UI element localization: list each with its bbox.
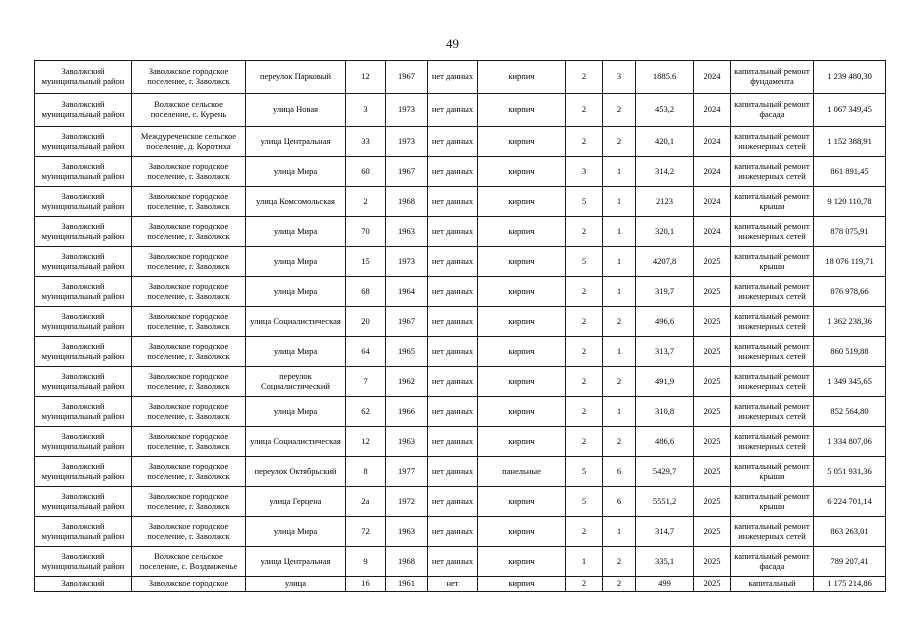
table-cell: 1 xyxy=(603,277,636,307)
table-cell: панельные xyxy=(478,457,566,487)
table-cell: кирпич xyxy=(478,247,566,277)
table-cell: 2 xyxy=(566,427,603,457)
table-cell: 319,7 xyxy=(636,277,694,307)
table-row xyxy=(35,337,886,367)
table-cell: 2024 xyxy=(694,94,731,127)
table-cell: 2025 xyxy=(694,367,731,397)
table-cell: 1963 xyxy=(386,517,428,547)
table-cell: улица Новая xyxy=(246,94,346,127)
table-cell: 1 xyxy=(603,397,636,427)
table-cell: 3 xyxy=(566,157,603,187)
table-cell: улица Мира xyxy=(246,337,346,367)
table-cell: 2а xyxy=(346,487,386,517)
table-cell: 486,6 xyxy=(636,427,694,457)
table-cell: 878 075,91 xyxy=(814,217,886,247)
table-cell: 2025 xyxy=(694,547,731,577)
table-cell: капитальный ремонт инженерных сетей xyxy=(731,337,814,367)
table-cell: 2024 xyxy=(694,187,731,217)
table-cell: капитальный ремонт инженерных сетей xyxy=(731,517,814,547)
table-cell: 16 xyxy=(346,577,386,592)
table-cell: Заволжское городское поселение, г. Заволжск xyxy=(132,61,246,94)
table-cell: капитальный ремонт инженерных сетей xyxy=(731,367,814,397)
table-cell: 70 xyxy=(346,217,386,247)
table-row xyxy=(35,61,886,94)
table-cell: 1 334 807,06 xyxy=(814,427,886,457)
table-cell: кирпич xyxy=(478,427,566,457)
table-cell: улица Мира xyxy=(246,517,346,547)
table-cell: 60 xyxy=(346,157,386,187)
table-cell: Заволжское городское поселение, г. Заволжск xyxy=(132,517,246,547)
table-cell: 1961 xyxy=(386,577,428,592)
table-cell: улица Мира xyxy=(246,397,346,427)
table-cell: 20 xyxy=(346,307,386,337)
table-row xyxy=(35,397,886,427)
table-cell: 12 xyxy=(346,427,386,457)
table-cell: 863 263,01 xyxy=(814,517,886,547)
table-cell: 9 xyxy=(346,547,386,577)
table-cell: 1885.6 xyxy=(636,61,694,94)
table-cell: капитальный ремонт крыши xyxy=(731,247,814,277)
table-cell: Заволжский муниципальный район xyxy=(35,127,132,157)
table-cell: 2024 xyxy=(694,61,731,94)
table-cell: 6 224 701,14 xyxy=(814,487,886,517)
table-cell: 1968 xyxy=(386,547,428,577)
table-cell: нет данных xyxy=(428,217,478,247)
table-cell: Заволжский муниципальный район xyxy=(35,157,132,187)
table-cell: 2025 xyxy=(694,307,731,337)
table-cell: улица xyxy=(246,577,346,592)
table-cell: 64 xyxy=(346,337,386,367)
table-cell: 1 349 345,65 xyxy=(814,367,886,397)
table-cell: 5429,7 xyxy=(636,457,694,487)
table-cell: Заволжское городское поселение, г. Заволжск xyxy=(132,367,246,397)
table-cell: 1963 xyxy=(386,427,428,457)
table-row xyxy=(35,367,886,397)
table-cell: 2 xyxy=(603,94,636,127)
table-cell: капитальный xyxy=(731,577,814,592)
table-cell: переулок Октябрьский xyxy=(246,457,346,487)
table-cell: 2024 xyxy=(694,217,731,247)
table-cell: 2 xyxy=(566,61,603,94)
table-cell: Заволжское городское поселение, г. Заволжск xyxy=(132,307,246,337)
table-cell: 1973 xyxy=(386,94,428,127)
table-row xyxy=(35,577,886,592)
table-cell: 18 076 119,71 xyxy=(814,247,886,277)
table-cell: 335,1 xyxy=(636,547,694,577)
table-cell: 2 xyxy=(603,367,636,397)
table-cell: нет данных xyxy=(428,487,478,517)
table-cell: 2 xyxy=(566,367,603,397)
table-cell: улица Социалистическая xyxy=(246,307,346,337)
table-cell: кирпич xyxy=(478,307,566,337)
table-cell: 861 891,45 xyxy=(814,157,886,187)
table-cell: 2025 xyxy=(694,517,731,547)
table-cell: кирпич xyxy=(478,61,566,94)
table-cell: Заволжский муниципальный район xyxy=(35,337,132,367)
table-cell: 1962 xyxy=(386,367,428,397)
table-cell: улица Комсомольская xyxy=(246,187,346,217)
table-cell: кирпич xyxy=(478,517,566,547)
table-cell: Волжское сельское поселение, с. Воздвиженье xyxy=(132,547,246,577)
table-cell: нет данных xyxy=(428,127,478,157)
table-cell: Заволжский муниципальный район xyxy=(35,217,132,247)
table-cell: 62 xyxy=(346,397,386,427)
table-cell: 313,7 xyxy=(636,337,694,367)
table-cell: 310,8 xyxy=(636,397,694,427)
table-cell: 1 362 238,36 xyxy=(814,307,886,337)
table-cell: 2 xyxy=(566,517,603,547)
table-cell: капитальный ремонт инженерных сетей xyxy=(731,157,814,187)
table-row xyxy=(35,427,886,457)
table-cell: Заволжский муниципальный район xyxy=(35,277,132,307)
table-row xyxy=(35,217,886,247)
table-cell: кирпич xyxy=(478,157,566,187)
table-cell: 8 xyxy=(346,457,386,487)
table-cell: капитальный ремонт фундамента xyxy=(731,61,814,94)
table-cell: кирпич xyxy=(478,187,566,217)
table-cell: 1 xyxy=(603,247,636,277)
table-row xyxy=(35,247,886,277)
table-cell: 5551,2 xyxy=(636,487,694,517)
table-cell: 2025 xyxy=(694,277,731,307)
table-cell: 7 xyxy=(346,367,386,397)
table-cell: Заволжский муниципальный район xyxy=(35,247,132,277)
table-row xyxy=(35,187,886,217)
table-cell: 5 xyxy=(566,457,603,487)
table-cell: капитальный ремонт инженерных сетей xyxy=(731,307,814,337)
table-cell: Заволжский муниципальный район xyxy=(35,94,132,127)
table-cell: 2 xyxy=(566,127,603,157)
table-cell: 33 xyxy=(346,127,386,157)
table-cell: 2 xyxy=(346,187,386,217)
table-cell: Заволжский муниципальный район xyxy=(35,367,132,397)
table-cell: Заволжское городское поселение, г. Заволжск xyxy=(132,487,246,517)
table-cell: Заволжский муниципальный район xyxy=(35,457,132,487)
table-cell: нет данных xyxy=(428,397,478,427)
table-cell: улица Социалистическая xyxy=(246,427,346,457)
table-row xyxy=(35,94,886,127)
table-cell: 1964 xyxy=(386,277,428,307)
table-cell: нет данных xyxy=(428,337,478,367)
table-row xyxy=(35,277,886,307)
table-cell: Заволжский муниципальный район xyxy=(35,397,132,427)
table-cell: 72 xyxy=(346,517,386,547)
table-cell: 1973 xyxy=(386,247,428,277)
table-cell: 2 xyxy=(566,277,603,307)
table-cell: Заволжский xyxy=(35,577,132,592)
table-cell: 2025 xyxy=(694,427,731,457)
table-cell: нет xyxy=(428,577,478,592)
table-cell: 5 xyxy=(566,487,603,517)
table-cell: 2 xyxy=(603,547,636,577)
table-body xyxy=(35,61,886,592)
table-cell: 5 xyxy=(566,187,603,217)
table-row xyxy=(35,307,886,337)
table-cell: капитальный ремонт фасада xyxy=(731,94,814,127)
table-row xyxy=(35,487,886,517)
table-cell: кирпич xyxy=(478,397,566,427)
table-cell: улица Центральная xyxy=(246,127,346,157)
table-cell: улица Мира xyxy=(246,277,346,307)
table-cell: кирпич xyxy=(478,487,566,517)
table-cell: 1966 xyxy=(386,397,428,427)
table-cell: 1967 xyxy=(386,61,428,94)
table-cell: кирпич xyxy=(478,277,566,307)
table-cell: кирпич xyxy=(478,367,566,397)
table-cell: 1 067 349,45 xyxy=(814,94,886,127)
table-cell: Заволжское городское поселение, г. Заволжск xyxy=(132,187,246,217)
table-cell: капитальный ремонт инженерных сетей xyxy=(731,127,814,157)
table-cell: 1 xyxy=(603,157,636,187)
table-cell: 852 564,80 xyxy=(814,397,886,427)
table-cell: 9 120 110,78 xyxy=(814,187,886,217)
table-cell: Заволжское городское поселение, г. Заволжск xyxy=(132,397,246,427)
table-cell: 320,1 xyxy=(636,217,694,247)
table-cell: улица Мира xyxy=(246,217,346,247)
table-cell: 314,7 xyxy=(636,517,694,547)
table-cell: 1963 xyxy=(386,217,428,247)
table-cell: нет данных xyxy=(428,367,478,397)
table-cell: 499 xyxy=(636,577,694,592)
table-cell: Волжское сельское поселение, с. Курень xyxy=(132,94,246,127)
table-cell: Заволжский муниципальный район xyxy=(35,427,132,457)
table-cell: капитальный ремонт инженерных сетей xyxy=(731,427,814,457)
table-cell: улица Герцена xyxy=(246,487,346,517)
table-cell: Заволжский муниципальный район xyxy=(35,547,132,577)
table-cell: 1967 xyxy=(386,157,428,187)
table-cell: нет данных xyxy=(428,517,478,547)
table-cell: Заволжское городское поселение, г. Заволжск xyxy=(132,217,246,247)
table-cell: переулок Парковый xyxy=(246,61,346,94)
table-cell: 2025 xyxy=(694,457,731,487)
table-cell: капитальный ремонт инженерных сетей xyxy=(731,277,814,307)
page-number: 49 xyxy=(446,36,459,51)
table-cell: 3 xyxy=(346,94,386,127)
table-cell: Заволжское городское поселение, г. Заволжск xyxy=(132,277,246,307)
table-row xyxy=(35,547,886,577)
table-cell: переулок Социалистический xyxy=(246,367,346,397)
table-cell: нет данных xyxy=(428,547,478,577)
table-cell: нет данных xyxy=(428,187,478,217)
table-cell: 1 xyxy=(603,187,636,217)
table-cell: нет данных xyxy=(428,247,478,277)
table-cell: 2 xyxy=(566,94,603,127)
table-cell: кирпич xyxy=(478,127,566,157)
table-cell: капитальный ремонт инженерных сетей xyxy=(731,397,814,427)
table-cell: нет данных xyxy=(428,157,478,187)
table-cell: 420,1 xyxy=(636,127,694,157)
table-cell: Заволжский муниципальный район xyxy=(35,517,132,547)
table-cell: Заволжский муниципальный район xyxy=(35,187,132,217)
table-cell: 1972 xyxy=(386,487,428,517)
table-cell: 2 xyxy=(566,577,603,592)
table-cell: 1973 xyxy=(386,127,428,157)
table-cell: 789 207,41 xyxy=(814,547,886,577)
table-cell: 2 xyxy=(603,307,636,337)
table-cell: кирпич xyxy=(478,577,566,592)
table-cell: капитальный ремонт инженерных сетей xyxy=(731,217,814,247)
table-cell: нет данных xyxy=(428,307,478,337)
table-cell: улица Мира xyxy=(246,157,346,187)
table-cell: 1967 xyxy=(386,307,428,337)
table-row xyxy=(35,157,886,187)
table-cell: 12 xyxy=(346,61,386,94)
table-cell: капитальный ремонт крыши xyxy=(731,457,814,487)
table-cell: 1 152 388,91 xyxy=(814,127,886,157)
table-cell: 2 xyxy=(603,427,636,457)
table-cell: 453,2 xyxy=(636,94,694,127)
table-cell: 2 xyxy=(566,337,603,367)
table-cell: 860 519,88 xyxy=(814,337,886,367)
table-cell: 876 978,66 xyxy=(814,277,886,307)
table-cell: 5 xyxy=(566,247,603,277)
table-cell: 68 xyxy=(346,277,386,307)
table-cell: нет данных xyxy=(428,457,478,487)
table-cell: 1 239 480,30 xyxy=(814,61,886,94)
table-cell: Заволжское городское поселение, г. Заволжск xyxy=(132,247,246,277)
table-cell: капитальный ремонт крыши xyxy=(731,487,814,517)
table-cell: Заволжское городское поселение, г. Заволжск xyxy=(132,337,246,367)
table-cell: улица Центральная xyxy=(246,547,346,577)
table-cell: 2025 xyxy=(694,247,731,277)
table-cell: 2025 xyxy=(694,337,731,367)
table-cell: нет данных xyxy=(428,427,478,457)
table-cell: 314,2 xyxy=(636,157,694,187)
table-cell: 1 xyxy=(566,547,603,577)
table-cell: капитальный ремонт фасада xyxy=(731,547,814,577)
table-cell: 491,9 xyxy=(636,367,694,397)
housing-repair-table xyxy=(34,60,886,592)
table-cell: 6 xyxy=(603,457,636,487)
table-cell: 1 xyxy=(603,517,636,547)
table-cell: Междуреченское сельское поселение, д. Коротиха xyxy=(132,127,246,157)
table-cell: 2123 xyxy=(636,187,694,217)
table-cell: 2 xyxy=(566,217,603,247)
table-cell: Заволжское городское поселение, г. Заволжск xyxy=(132,457,246,487)
table-cell: 1 xyxy=(603,217,636,247)
table-cell: 3 xyxy=(603,61,636,94)
table-cell: улица Мира xyxy=(246,247,346,277)
table-cell: кирпич xyxy=(478,337,566,367)
table-cell: 2024 xyxy=(694,127,731,157)
table-cell: Заволжский муниципальный район xyxy=(35,307,132,337)
table-cell: Заволжский муниципальный район xyxy=(35,487,132,517)
table-cell: 6 xyxy=(603,487,636,517)
table-row xyxy=(35,127,886,157)
table-cell: 1968 xyxy=(386,187,428,217)
table-cell: 2025 xyxy=(694,487,731,517)
table-cell: нет данных xyxy=(428,61,478,94)
table-cell: 2 xyxy=(566,397,603,427)
table-cell: 4207,8 xyxy=(636,247,694,277)
table-cell: 2025 xyxy=(694,577,731,592)
table-cell: 2 xyxy=(566,307,603,337)
table-cell: кирпич xyxy=(478,547,566,577)
table-cell: 1965 xyxy=(386,337,428,367)
table-cell: Заволжское городское xyxy=(132,577,246,592)
table-cell: нет данных xyxy=(428,277,478,307)
table-cell: кирпич xyxy=(478,217,566,247)
table-cell: 5 051 931,36 xyxy=(814,457,886,487)
table-cell: 2 xyxy=(603,577,636,592)
table-cell: 15 xyxy=(346,247,386,277)
table-cell: Заволжское городское поселение, г. Заволжск xyxy=(132,157,246,187)
table-cell: кирпич xyxy=(478,94,566,127)
table-cell: 2 xyxy=(603,127,636,157)
table-cell: 1977 xyxy=(386,457,428,487)
table-cell: 2025 xyxy=(694,397,731,427)
table-cell: 1 175 214,86 xyxy=(814,577,886,592)
table-cell: капитальный ремонт крыши xyxy=(731,187,814,217)
table-cell: Заволжское городское поселение, г. Заволжск xyxy=(132,427,246,457)
table-cell: 2024 xyxy=(694,157,731,187)
table-cell: 496,6 xyxy=(636,307,694,337)
table-row xyxy=(35,457,886,487)
table-row xyxy=(35,517,886,547)
table-cell: нет данных xyxy=(428,94,478,127)
table-cell: 1 xyxy=(603,337,636,367)
table-cell: Заволжский муниципальный район xyxy=(35,61,132,94)
